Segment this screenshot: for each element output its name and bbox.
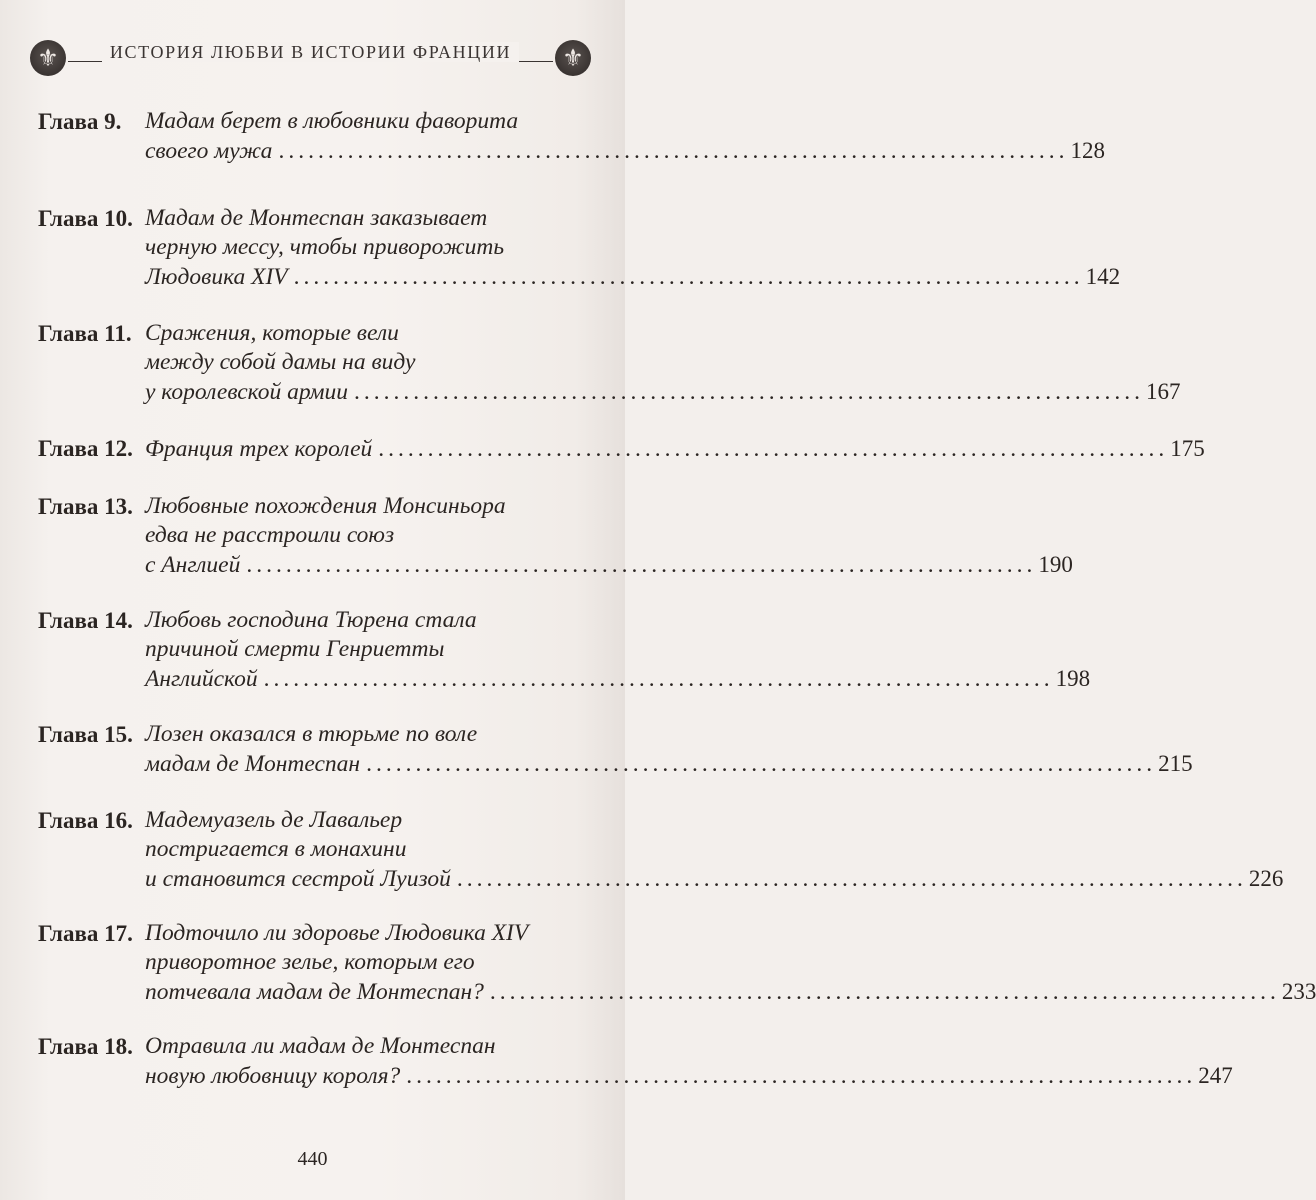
chapter-title-line: Сражения, которые вели <box>145 320 399 346</box>
chapter-title-line: едва не расстроили союз <box>145 522 395 548</box>
page-number: 440 <box>297 1148 328 1170</box>
chapter-title-text: потчевала мадам де Монтеспан? <box>145 979 484 1005</box>
chapter-title-text: Франция трех королей <box>145 436 373 462</box>
chapter-title-text: Людовика XIV <box>145 264 288 290</box>
chapter-title-line: причиной смерти Генриетты <box>145 636 445 662</box>
chapter-title-text: Английской <box>145 666 258 692</box>
leader-dots: ................................................................................ <box>293 264 1084 290</box>
chapter-title-line: черную мессу, чтобы приворожить <box>145 234 505 260</box>
chapter-title-text: своего мужа <box>145 138 273 164</box>
chapter-title-text: у королевской армии <box>145 379 348 405</box>
chapter-page-number: 215 <box>1158 751 1193 776</box>
fleur-de-lis-icon: ⚜ <box>28 36 68 80</box>
chapter-page-number: 190 <box>1038 552 1073 577</box>
chapter-title-line: постригается в монахини <box>145 836 407 862</box>
chapter-page-number: 142 <box>1085 264 1121 289</box>
chapter-title <box>145 1032 1233 1090</box>
chapter-title-line <box>145 749 1193 778</box>
leader-dots: ................................................................................ <box>406 1063 1197 1089</box>
running-header-title: ИСТОРИЯ ЛЮБВИ В ИСТОРИИ ФРАНЦИИ <box>68 42 553 63</box>
chapter-title <box>145 107 1105 165</box>
leader-dots: ................................................................................ <box>246 552 1037 578</box>
chapter-title-line: между собой дамы на виду <box>145 349 416 375</box>
chapter-label: Глава 18. <box>38 1034 133 1059</box>
chapter-label: Глава 11. <box>38 321 132 346</box>
chapter-title-line: Мадемуазель де Лавальер <box>145 807 403 833</box>
chapter-page-number: 247 <box>1198 1063 1233 1088</box>
chapter-label: Глава 14. <box>38 608 133 633</box>
chapter-label: Глава 15. <box>38 722 133 747</box>
chapter-title-text: и становится сестрой Луизой <box>145 866 451 892</box>
leader-dots: ................................................................................ <box>366 751 1157 777</box>
chapter-title <box>145 319 1181 406</box>
chapter-title-line <box>145 1061 1233 1090</box>
chapter-title-line <box>145 550 1073 579</box>
chapter-label: Глава 10. <box>38 206 133 231</box>
chapter-title-line: Отравила ли мадам де Монтеспан <box>145 1033 496 1059</box>
leader-dots: ................................................................................ <box>278 138 1069 164</box>
chapter-page-number: 128 <box>1070 138 1105 163</box>
leader-dots: ................................................................................ <box>456 866 1247 892</box>
chapter-title <box>145 204 1121 291</box>
chapter-title-text: мадам де Монтеспан <box>145 751 361 777</box>
chapter-page-number: 167 <box>1145 379 1181 404</box>
chapter-title-line: Любовные похождения Монсиньора <box>145 493 506 519</box>
chapter-title <box>145 434 1205 463</box>
chapter-title-line: Подточило ли здоровье Людовика XIV <box>145 920 529 946</box>
chapter-title-line: Мадам берет в любовники фаворита <box>145 108 519 134</box>
chapter-title <box>145 806 1284 893</box>
leader-dots: ................................................................................ <box>353 379 1144 405</box>
chapter-title-line <box>145 664 1091 693</box>
chapter-title-line: приворотное зелье, которым его <box>145 949 475 975</box>
chapter-title-line <box>145 977 1316 1006</box>
chapter-page-number: 233 <box>1281 979 1316 1004</box>
chapter-title-line <box>145 434 1205 463</box>
chapter-page-number: 198 <box>1055 666 1091 691</box>
chapter-label: Глава 13. <box>38 494 133 519</box>
fleur-de-lis-icon: ⚜ <box>553 36 593 80</box>
chapter-title-line <box>145 136 1105 165</box>
leader-dots: ................................................................................ <box>489 979 1280 1005</box>
leader-dots: ................................................................................ <box>378 436 1169 462</box>
chapter-label: Глава 9. <box>38 109 122 134</box>
chapter-title-line <box>145 377 1181 406</box>
chapter-title <box>145 919 1316 1006</box>
chapter-title-text: с Англией <box>145 552 241 578</box>
chapter-label: Глава 12. <box>38 436 133 461</box>
chapter-label: Глава 16. <box>38 808 133 833</box>
chapter-title-line: Лозен оказался в тюрьме по воле <box>145 721 478 747</box>
chapter-title-line: Мадам де Монтеспан заказывает <box>145 205 488 231</box>
chapter-title-line: Любовь господина Тюрена стала <box>145 607 477 633</box>
chapter-title <box>145 606 1091 693</box>
chapter-title-line <box>145 262 1121 291</box>
leader-dots: ................................................................................ <box>263 666 1054 692</box>
chapter-title-text: новую любовницу короля? <box>145 1063 401 1089</box>
running-header <box>28 36 593 80</box>
chapter-page-number: 226 <box>1248 866 1284 891</box>
chapter-title <box>145 720 1193 778</box>
chapter-title <box>145 492 1073 579</box>
chapter-title-line <box>145 864 1284 893</box>
chapter-label: Глава 17. <box>38 921 133 946</box>
chapter-page-number: 175 <box>1170 436 1205 461</box>
